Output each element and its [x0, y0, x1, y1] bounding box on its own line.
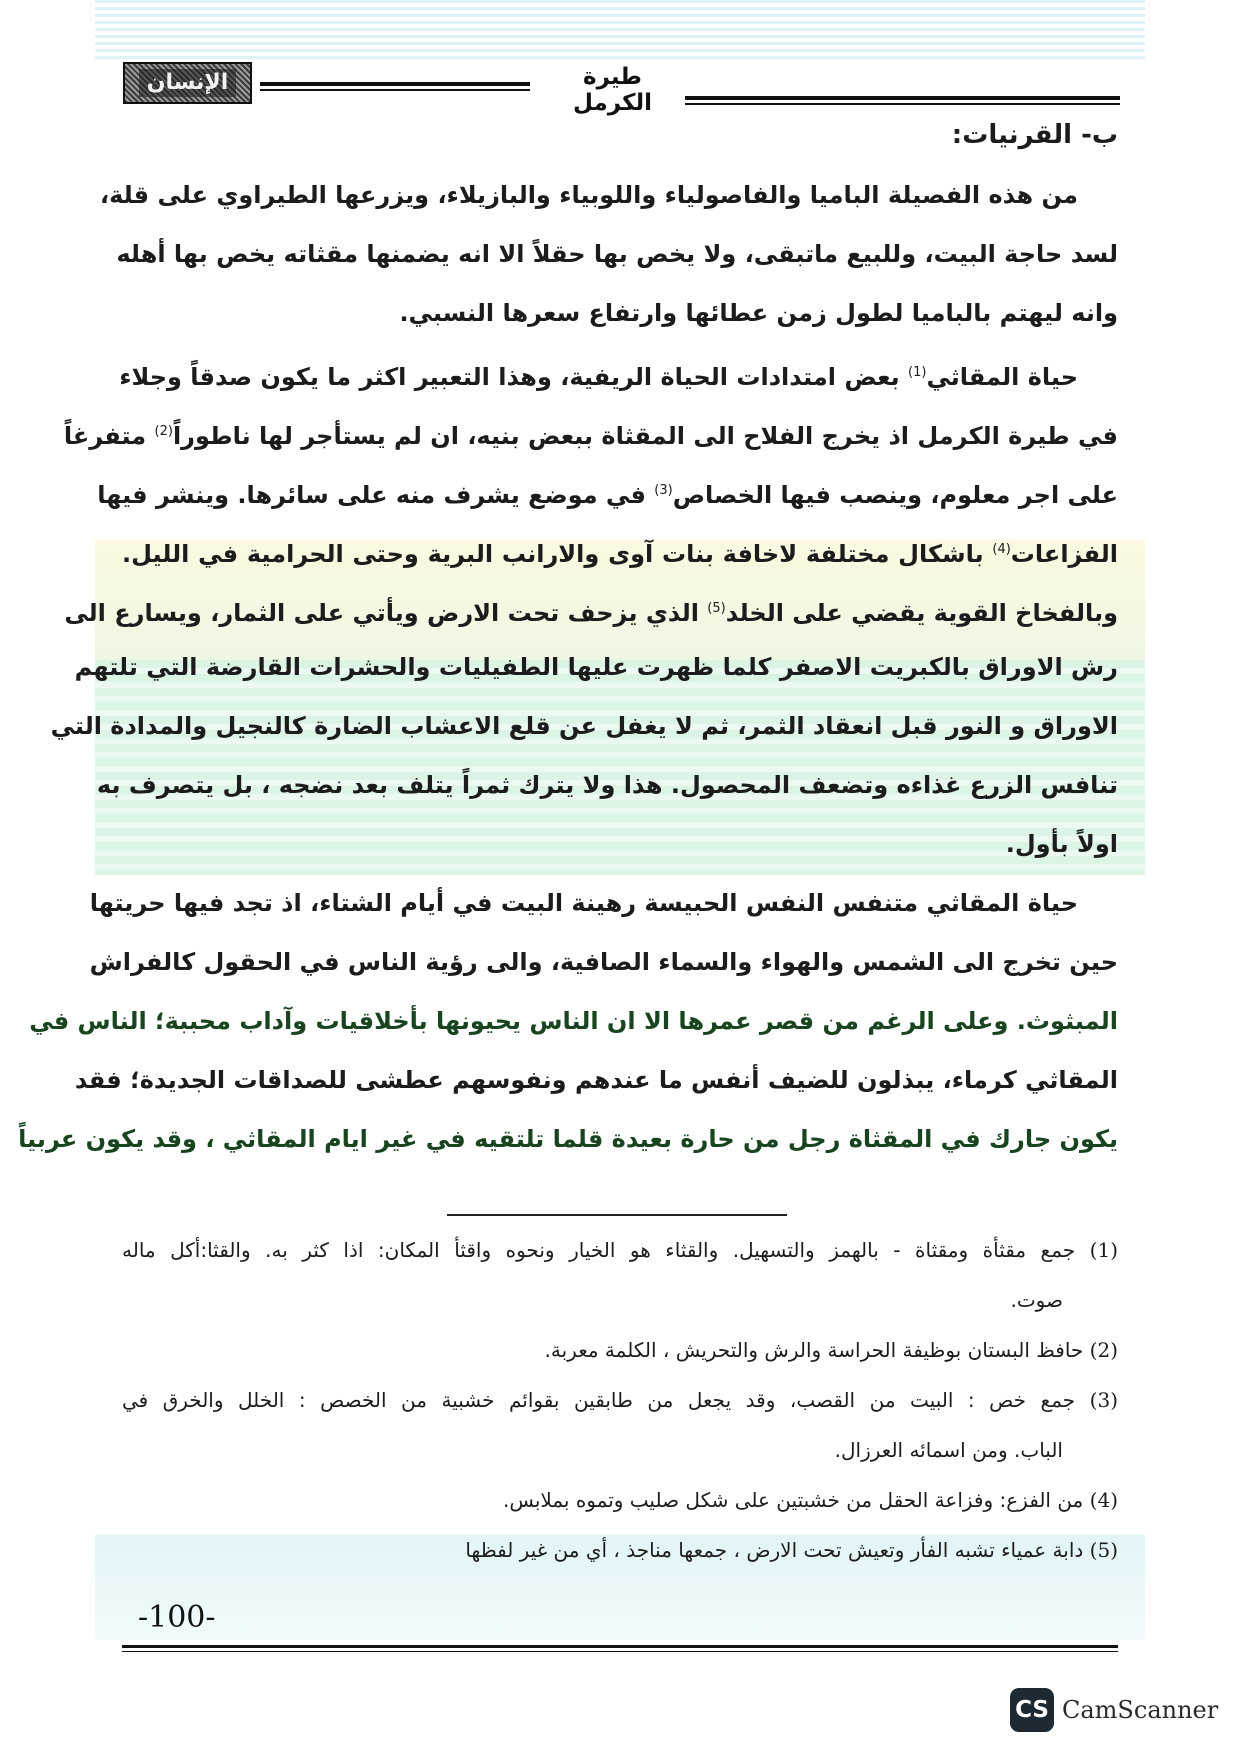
footnote-number: (1)	[1089, 1238, 1119, 1262]
paragraph-2	[50, 343, 1118, 874]
paragraph-line: يكون جارك في المقثاة رجل من حارة بعيدة قلما تلتقيه في غير ايام المقاثي ، وقد يكون عربياً	[18, 1125, 1118, 1153]
footnote-text: حافظ البستان بوظيفة الحراسة والرش والتحريش ، الكلمة معربة.	[544, 1338, 1084, 1362]
text-run: في طيرة الكرمل اذ يخرج الفلاح الى المقثاة ببعض بنيه، ان لم يستأجر لها ناطوراً	[172, 422, 1118, 450]
footnotes	[122, 1225, 1118, 1575]
paragraph-line	[63, 402, 1118, 461]
text-run: الفزاعات	[1010, 540, 1118, 568]
running-header	[120, 52, 1120, 118]
footnote-number: (2)	[1089, 1338, 1118, 1362]
footnote-1	[122, 1225, 1118, 1275]
paragraph-line: حين تخرج الى الشمس والهواء والسماء الصافية، والى رؤية الناس في الحقول كالفراش	[89, 948, 1118, 976]
footnote-text: جمع خص : البيت من القصب، وقد يجعل من طابقين بقوائم خشبية من الخصص : الخلل والخرق في	[122, 1388, 1076, 1412]
paragraph-line	[97, 461, 1118, 520]
footnote-ref: (2)	[154, 424, 173, 439]
scan-band-top	[95, 0, 1145, 60]
footnote-number: (5)	[1089, 1538, 1118, 1562]
footnote-1-cont: صوت.	[1010, 1288, 1063, 1312]
paragraph-3	[18, 874, 1118, 1169]
journal-label: الإنسان	[139, 69, 237, 97]
paragraph-line: المقاثي كرماء، يبذلون للضيف أنفس ما عندهم ونفوسهم عطشى للصداقات الجديدة؛ فقد	[74, 1066, 1118, 1094]
paragraph-line: اولاً بأول.	[1005, 830, 1118, 858]
footnote-ref: (1)	[908, 365, 927, 380]
footnote-3-cont: الباب. ومن اسمائه العرزال.	[834, 1438, 1063, 1462]
footnote-text: من الفزع: وفزاعة الحقل من خشبتين على شكل صليب وتموه بملابس.	[502, 1488, 1084, 1512]
paragraph-line: وانه ليهتم بالباميا لطول زمن عطائها وارتفاع سعرها النسبي.	[399, 299, 1118, 327]
paragraph-line: حياة المقاثي متنفس النفس الحبيسة رهينة البيت في أيام الشتاء، اذ تجد فيها حريتها	[89, 889, 1078, 917]
page-content	[18, 120, 1118, 1169]
footnote-number: (3)	[1089, 1388, 1118, 1412]
paragraph-line: المبثوث. وعلى الرغم من قصر عمرها الا ان الناس يحيونها بأخلاقيات وآداب محببة؛ الناس في	[29, 1007, 1118, 1035]
footer-rule	[122, 1645, 1118, 1652]
footnote-2	[122, 1325, 1118, 1375]
text-run: في موضع يشرف منه على سائرها. وينشر فيها	[97, 481, 655, 509]
footnote-separator	[447, 1214, 787, 1216]
text-run: وبالفخاخ القوية يقضي على الخلد	[725, 599, 1118, 627]
footnote-text: دابة عمياء تشبه الفأر وتعيش تحت الارض ، جمعها مناجذ ، أي من غير لفظها	[465, 1538, 1084, 1562]
paragraph-line	[64, 579, 1118, 638]
camscanner-text: CamScanner	[1062, 1696, 1219, 1724]
footnote-ref: (4)	[992, 542, 1011, 557]
footnote-3	[122, 1375, 1118, 1425]
text-run: باشكال مختلفة لاخافة بنات آوى والارانب البرية وحتى الحرامية في الليل.	[122, 540, 993, 568]
paragraph-line: رش الاوراق بالكبريت الاصفر كلما ظهرت عليها الطفيليات والحشرات القارضة التي تلتهم	[74, 653, 1118, 681]
text-run: بعض امتدادات الحياة الريفية، وهذا التعبير اكثر ما يكون صدقاً وجلاء	[119, 363, 909, 391]
text-run: حياة المقاثي	[926, 363, 1078, 391]
camscanner-logo-icon: CS	[1010, 1688, 1054, 1732]
paragraph-line	[122, 520, 1118, 579]
footnote-ref: (3)	[654, 483, 673, 498]
footnote-ref: (5)	[707, 601, 726, 616]
journal-logo-box	[123, 62, 252, 104]
footnote-number: (4)	[1089, 1488, 1118, 1512]
paragraph-line	[119, 343, 1118, 402]
header-rule-left	[260, 82, 530, 91]
book-title: طيرة الكرمل	[573, 64, 652, 116]
text-run: متفرغاً	[63, 422, 155, 450]
paragraph-1	[99, 166, 1118, 343]
footnote-4	[122, 1475, 1118, 1525]
text-run: على اجر معلوم، وينصب فيها الخصاص	[672, 481, 1118, 509]
camscanner-watermark	[1010, 1688, 1218, 1732]
paragraph-line: تنافس الزرع غذاءه وتضعف المحصول. هذا ولا يترك ثمراً يتلف بعد نضجه ، بل يتصرف به	[96, 771, 1118, 799]
text-run: الذي يزحف تحت الارض ويأتي على الثمار، ويسارع الى	[64, 599, 708, 627]
paragraph-line: من هذه الفصيلة الباميا والفاصولياء واللوبياء والبازيلاء، ويزرعها الطيراوي على قلة،	[99, 181, 1078, 209]
page-number: -100-	[138, 1600, 216, 1635]
header-rule-right	[685, 96, 1120, 105]
footnote-5	[122, 1525, 1118, 1575]
footnote-text: جمع مقثأة ومقثاة - بالهمز والتسهيل. والقثاء هو الخيار ونحوه واقثأ المكان: اذا كثر به. والقثا:أكل ماله	[122, 1238, 1076, 1262]
section-heading: ب- القرنيات:	[951, 120, 1118, 150]
paragraph-line: لسد حاجة البيت، وللبيع ماتبقى، ولا يخص بها حقلاً الا انه يضمنها مقثاته يخص بها أهله	[116, 240, 1118, 268]
paragraph-line: الاوراق و النور قبل انعقاد الثمر، ثم لا يغفل عن قلع الاعشاب الضارة كالنجيل والمدادة التي	[50, 712, 1118, 740]
